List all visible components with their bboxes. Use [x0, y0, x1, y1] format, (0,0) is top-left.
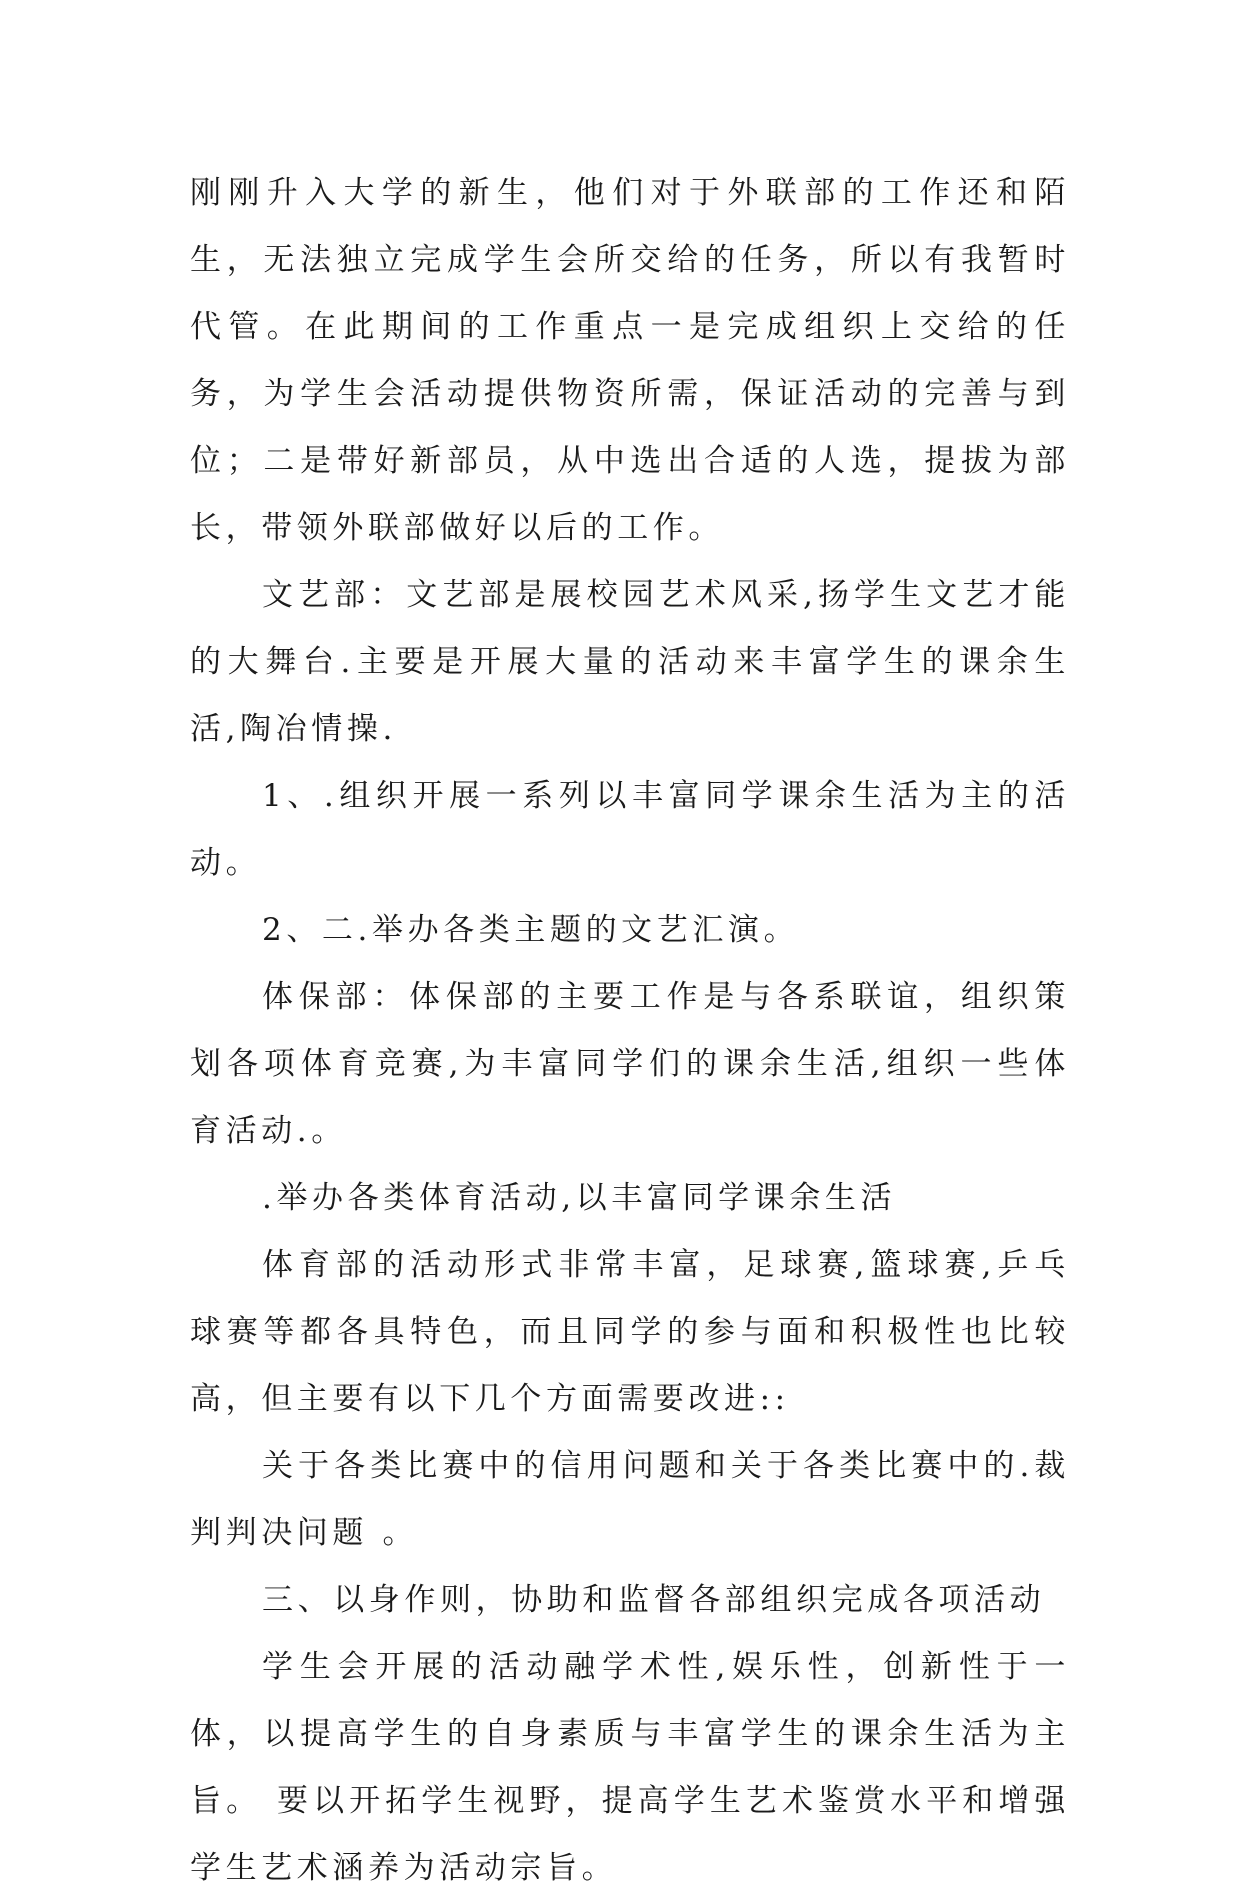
paragraph-sports-health-department: 体保部：体保部的主要工作是与各系联谊，组织策划各项体育竞赛,为丰富同学们的课余生活,组织一些体育活动.。 — [190, 979, 1070, 1149]
paragraph-arts-department: 文艺部：文艺部是展校园艺术风采,扬学生文艺才能的大舞台.主要是开展大量的活动来丰富学生的课余生活,陶冶情操. — [190, 577, 1070, 747]
paragraph-outreach-work: 刚刚升入大学的新生，他们对于外联部的工作还和陌生，无法独立完成学生会所交给的任务，所以有我暂时代管。在此期间的工作重点一是完成组织上交给的任务，为学生会活动提供物资所需，保证活动的完善与到位；二是带好新部员，从中选出合适的人选，提拔为部长，带领外联部做好以后的工作。 — [190, 175, 1070, 546]
document-body — [190, 160, 1070, 1902]
paragraph-sports-department: 体育部的活动形式非常丰富，足球赛,篮球赛,乒乓球赛等都各具特色，而且同学的参与面和积极性也比较高，但主要有以下几个方面需要改进:: — [190, 1247, 1070, 1417]
paragraph-competition-issues: 关于各类比赛中的信用问题和关于各类比赛中的.裁判判决问题 。 — [190, 1448, 1070, 1551]
list-item-arts-2: 2、二.举办各类主题的文艺汇演。 — [262, 912, 800, 948]
section-heading-lead-by-example: 三、以身作则，协助和监督各部组织完成各项活动 — [262, 1582, 1046, 1618]
paragraph-activity-purpose: 学生会开展的活动融学术性,娱乐性，创新性于一体，以提高学生的自身素质与丰富学生的课余生活为主旨。 要以开拓学生视野，提高学生艺术鉴赏水平和增强学生艺术涵养为活动宗旨。 — [190, 1649, 1070, 1886]
list-item-sports-activities: .举办各类体育活动,以丰富同学课余生活 — [262, 1180, 897, 1216]
list-item-arts-1: 1、.组织开展一系列以丰富同学课余生活为主的活动。 — [190, 778, 1070, 881]
